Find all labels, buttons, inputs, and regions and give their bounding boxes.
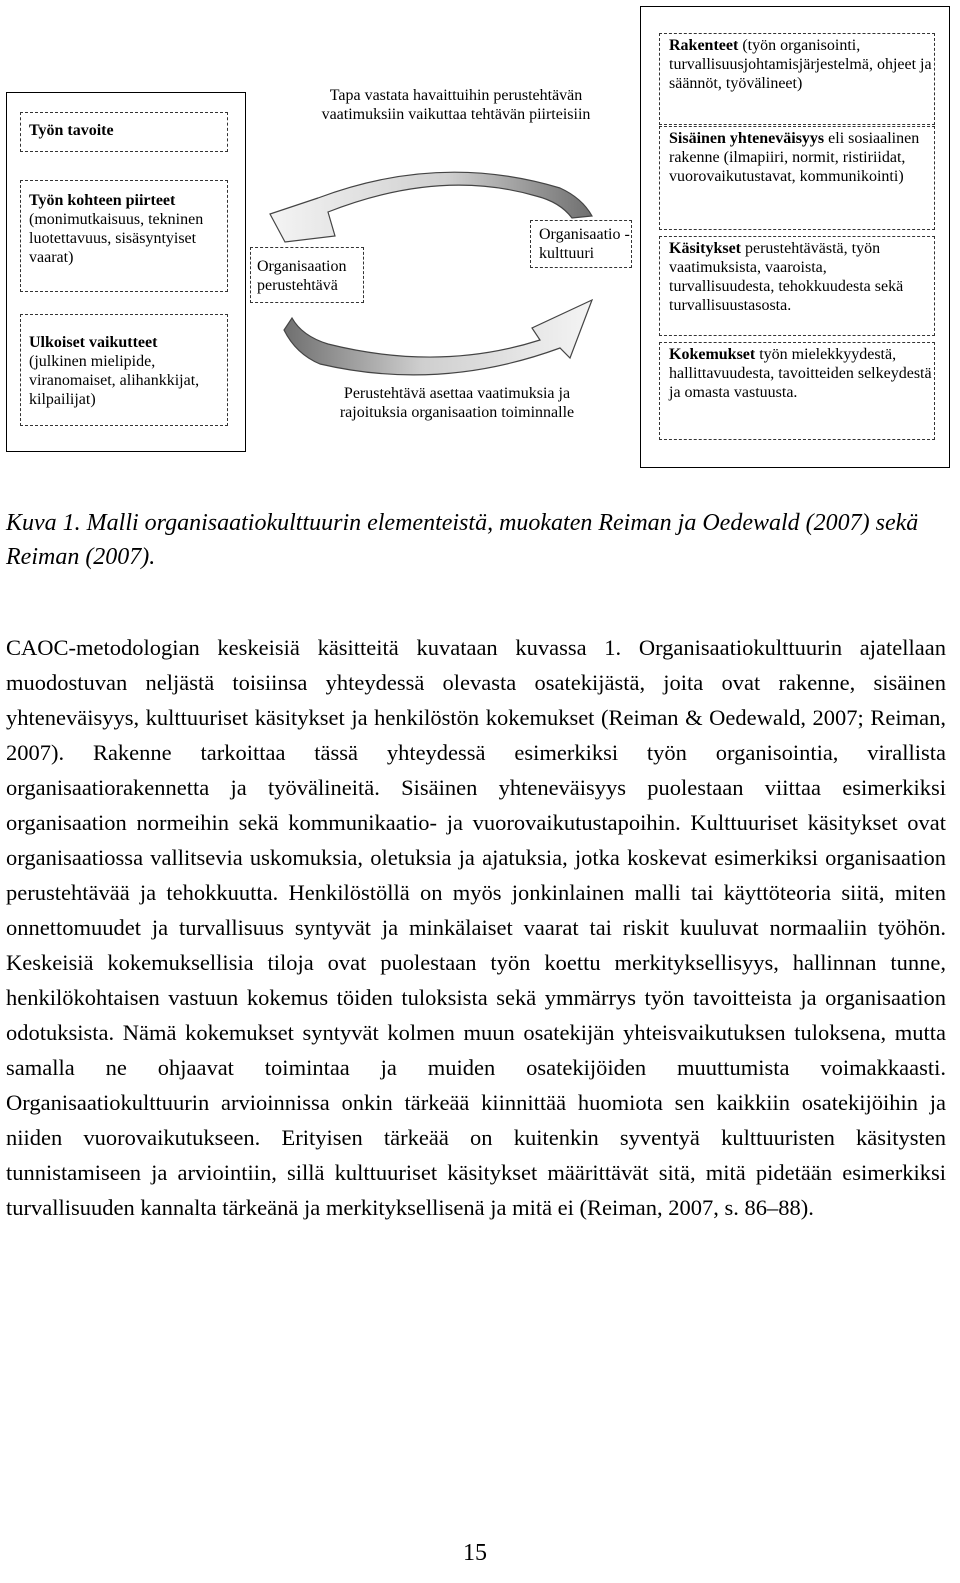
cohesion-title: Sisäinen yhteneväisyys — [669, 130, 825, 147]
features-detail: (monimutkaisuus, tekninen luotettavuus, sisäsyntyiset vaarat) — [29, 211, 204, 266]
cohesion-detail: eli sosiaalinen rakenne (ilmapiiri, normit, ristiriidat, vuorovaikutustavat, kommunikointi) — [669, 130, 920, 185]
conceptions-title: Käsitykset — [669, 240, 741, 257]
cohesion-box — [659, 126, 935, 230]
body-paragraph: CAOC-metodologian keskeisiä käsitteitä kuvataan kuvassa 1. Organisaatiokulttuurin ajatellaan muodostuvan neljästä toisiinsa yhteydessä olevasta osatekijästä, joita ovat rakenne, sisäinen yhteneväisyys, kulttuuriset käsitykset ja henkilöstön kokemukset (Reiman & Oedewald, 2007; Reiman, 2007). Rakenne tarkoittaa tässä yhteydessä esimerkiksi työn organisointia, virallista organisaatiorakennetta ja työvälineitä. Sisäinen yhteneväisyys puolestaan viittaa esimerkiksi organisaation normeihin sekä kommunikaatio- ja vuorovaikutustapoihin. Kulttuuriset käsitykset ovat organisaatiossa vallitsevia uskomuksia, oletuksia ja ajatuksia, jotka koskevat esimerkiksi organisaation perustehtävää ja tehokkuutta. Henkilöstöllä on myös jonkinlainen malli tai käyttöteoria siitä, miten onnettomuudet ja turvallisuus syntyvät ja minkälaiset vaarat tai riskit kuuluvat normaaliin työhön. Keskeisiä kokemuksellisia tiloja ovat puolestaan työn koettu merkityksellisyys, hallinnan tunne, henkilökohtaisen vastuun kokemus töiden tuloksista sekä ymmärrys työn tavoitteista ja organisaation odotuksista. Nämä kokemukset syntyvät kolmen muun osatekijän yhteisvaikutuksen tuloksena, mutta samalla ne ohjaavat toimintaa ja muiden osatekijöiden muuttumista voimakkaasti. Organisaatiokulttuurin arvioinnissa onkin tärkeää kiinnittää huomiota sen kaikkiin osatekijöihin ja niiden vuorovaikutukseen. Erityisen tärkeää on kuitenkin syventyä kulttuuristen käsitysten tunnistamiseen ja arviointiin, sillä kulttuuriset käsitykset määrittävät sitä, mitä pidetään esimerkiksi turvallisuuden kannalta tärkeänä ja merkityksellisenä ja mitä ei (Reiman, 2007, s. 86–88). — [6, 635, 946, 1220]
goal-box — [20, 112, 228, 152]
goal-text: Työn tavoite — [29, 122, 114, 139]
conceptions-detail: perustehtävästä, työn vaatimuksista, vaaroista, turvallisuudesta, tehokkuudesta sekä turvallisuustasosta. — [669, 240, 904, 314]
experiences-box — [659, 342, 935, 440]
structures-title: Rakenteet — [669, 37, 739, 54]
page-number: 15 — [463, 1540, 487, 1566]
task-text: Organisaation perustehtävä — [257, 258, 347, 294]
arrow-bottom — [284, 300, 592, 375]
experiences-title: Kokemukset — [669, 346, 756, 363]
body-paragraph-container — [6, 630, 946, 1225]
external-title: Ulkoiset vaikutteet — [29, 334, 158, 351]
arrow-bottom-label: Perustehtävä asettaa vaatimuksia ja rajoituksia organisaation toiminnalle — [339, 385, 575, 421]
figure-caption: Kuva 1. Malli organisaatiokulttuurin elementeistä, muokaten Reiman ja Oedewald (2007) sekä Reiman (2007). — [6, 510, 919, 570]
conceptions-box — [659, 236, 935, 336]
structures-detail: (työn organisointi, turvallisuusjohtamisjärjestelmä, ohjeet ja säännöt, työvälineet) — [669, 37, 932, 92]
structures-box — [659, 33, 935, 125]
external-detail: (julkinen mielipide, viranomaiset, alihankkijat, kilpailijat) — [29, 353, 200, 408]
external-box — [20, 314, 228, 426]
task-box — [250, 247, 364, 303]
arrow-top-label: Tapa vastata havaittuihin perustehtävän vaatimuksiin vaikuttaa tehtävän piirteisiin — [321, 87, 591, 123]
experiences-detail: työn mielekkyydestä, hallittavuudesta, tavoitteiden selkeydestä ja omasta vastuusta. — [669, 346, 932, 401]
features-title: Työn kohteen piirteet — [29, 192, 176, 209]
features-box — [20, 180, 228, 292]
culture-box — [530, 220, 632, 268]
culture-text: Organisaatio -kulttuuri — [539, 226, 630, 262]
